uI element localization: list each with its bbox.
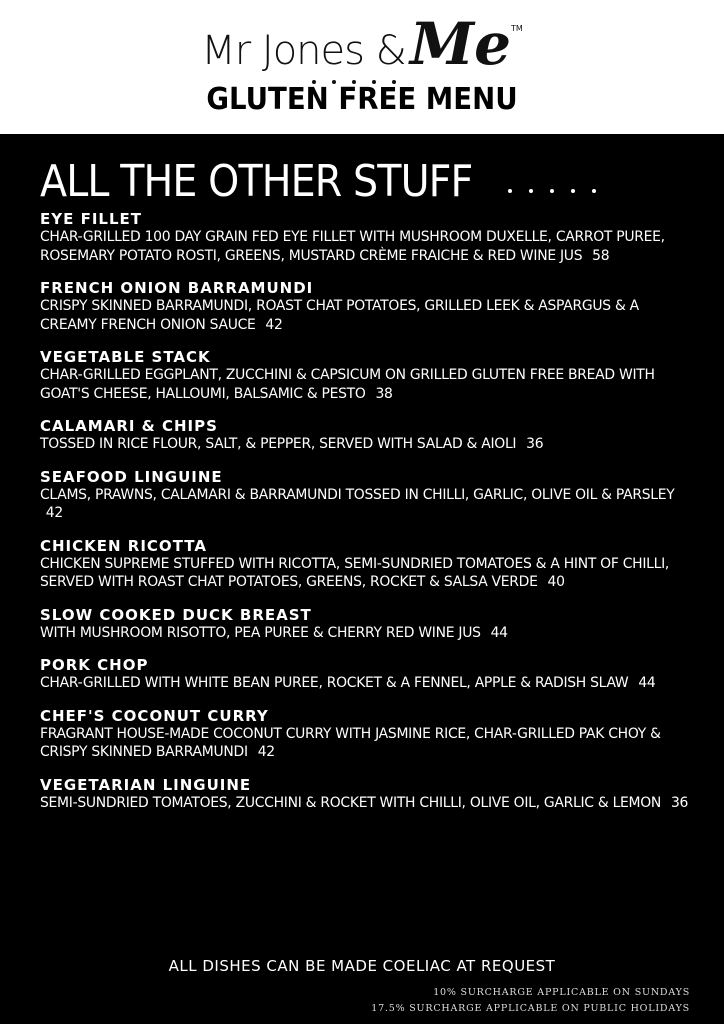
menu-item-description (40, 624, 693, 643)
menu-item-description-text: CRISPY SKINNED BARRAMUNDI, ROAST CHAT POTATOES, GRILLED LEEK & ASPARGUS & A CREAMY FRENCH ONION SAUCE (40, 298, 639, 333)
menu-item-description (40, 366, 693, 403)
menu-item-description-text: CHAR-GRILLED EGGPLANT, ZUCCHINI & CAPSICUM ON GRILLED GLUTEN FREE BREAD WITH GOAT'S CHEESE, HALLOUMI, BALSAMIC & PESTO (40, 367, 655, 402)
menu-item (40, 656, 696, 693)
menu-item (40, 210, 696, 265)
menu-item-description-text: FRAGRANT HOUSE-MADE COCONUT CURRY WITH JASMINE RICE, CHAR-GRILLED PAK CHOY & CRISPY SKINNED BARRAMUNDI (40, 725, 661, 760)
menu-item (40, 279, 696, 334)
menu-item-description (40, 297, 693, 334)
menu-item-price: 44 (490, 624, 508, 641)
section-title: ALL THE OTHER STUFF (40, 156, 473, 207)
menu-items-list (40, 210, 696, 812)
menu-item-description-text: TOSSED IN RICE FLOUR, SALT, & PEPPER, SERVED WITH SALAD & AIOLI (40, 436, 517, 452)
menu-item (40, 606, 696, 643)
section-dots-decoration (508, 180, 613, 198)
menu-item-description (40, 555, 693, 592)
menu-item (40, 707, 696, 762)
menu-item-description (40, 725, 693, 762)
menu-item-description (40, 486, 693, 523)
menu-item-price: 44 (638, 675, 656, 691)
menu-item-description-text: WITH MUSHROOM RISOTTO, PEA PUREE & CHERRY RED WINE JUS (40, 624, 481, 641)
menu-item (40, 776, 696, 813)
logo-name: Mr Jones & (201, 28, 406, 74)
menu-item-price: 38 (375, 385, 393, 402)
menu-item-name: CHICKEN RICOTTA (40, 536, 207, 555)
menu-item-name: SEAFOOD LINGUINE (40, 467, 223, 486)
menu-item-price: 36 (526, 436, 544, 452)
menu-title: GLUTEN FREE MENU (206, 82, 518, 117)
menu-item-description-text: CLAMS, PRAWNS, CALAMARI & BARRAMUNDI TOSSED IN CHILLI, GARLIC, OLIVE OIL & PARSLEY (40, 486, 675, 503)
section-heading (40, 156, 520, 207)
menu-item-name: CALAMARI & CHIPS (40, 417, 218, 435)
menu-item (40, 537, 696, 592)
menu-item (40, 468, 696, 523)
menu-item-price: 58 (592, 247, 610, 264)
menu-item-price: 42 (257, 744, 275, 760)
menu-item (40, 348, 696, 403)
surcharge-sundays: 10% SURCHARGE APPLICABLE ON SUNDAYS (433, 987, 690, 998)
menu-item-description-text: CHAR-GRILLED WITH WHITE BEAN PUREE, ROCKET & A FENNEL, APPLE & RADISH SLAW (40, 675, 629, 691)
menu-item-description-text: CHAR-GRILLED 100 DAY GRAIN FED EYE FILLET WITH MUSHROOM DUXELLE, CARROT PUREE, ROSEMARY POTATO ROSTI, GREENS, MUSTARD CRÈME FRAICHE & RED WINE JUS (40, 229, 665, 264)
menu-item-name: PORK CHOP (40, 656, 149, 674)
menu-item-description (40, 435, 693, 454)
coeliac-note: ALL DISHES CAN BE MADE COELIAC AT REQUEST (168, 957, 556, 975)
menu-item-name: VEGETARIAN LINGUINE (40, 775, 252, 794)
menu-item-name: FRENCH ONION BARRAMUNDI (40, 279, 314, 297)
menu-item-name: CHEF'S COCONUT CURRY (40, 706, 269, 725)
brand-logo (0, 10, 724, 78)
menu-item-price: 42 (265, 316, 283, 333)
logo-trademark: TM (510, 24, 523, 33)
menu-item-price: 40 (547, 574, 565, 590)
menu-item-price: 42 (45, 505, 63, 521)
menu-item-name: SLOW COOKED DUCK BREAST (40, 605, 312, 624)
menu-item-description-text: SEMI-SUNDRIED TOMATOES, ZUCCHINI & ROCKET WITH CHILLI, OLIVE OIL, GARLIC & LEMON (40, 794, 662, 811)
menu-item-price: 36 (670, 794, 689, 811)
logo-me: Me (409, 10, 511, 78)
menu-item (40, 417, 696, 454)
menu-item-description (40, 674, 693, 693)
menu-item-description-text: CHICKEN SUPREME STUFFED WITH RICOTTA, SEMI-SUNDRIED TOMATOES & A HINT OF CHILLI, SERVED WITH ROAST CHAT POTATOES, GREENS, ROCKET & SALSA VERDE (40, 555, 670, 590)
menu-item-description (40, 228, 693, 265)
menu-header (0, 0, 724, 134)
menu-item-description (40, 794, 693, 813)
menu-item-name: EYE FILLET (40, 210, 142, 228)
surcharge-holidays: 17.5% SURCHARGE APPLICABLE ON PUBLIC HOLIDAYS (371, 1003, 690, 1014)
menu-item-name: VEGETABLE STACK (40, 348, 211, 366)
